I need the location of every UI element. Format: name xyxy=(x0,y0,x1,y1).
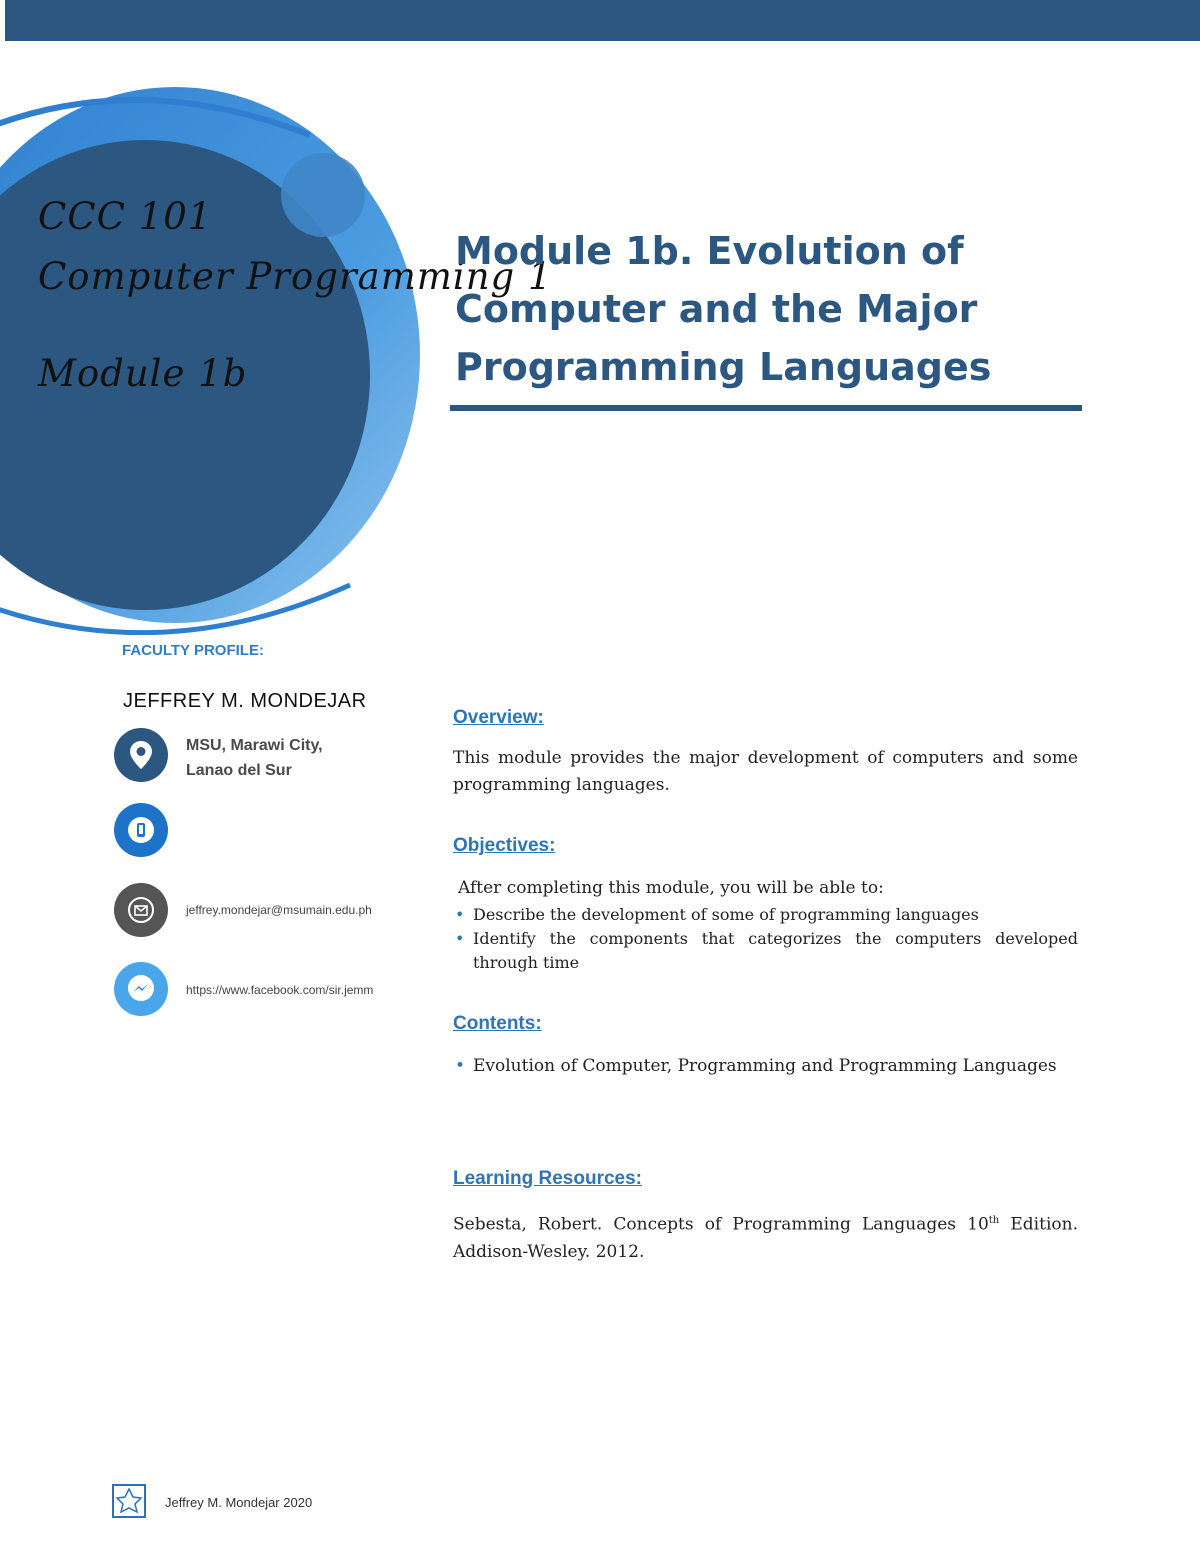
cover-module: Module 1b xyxy=(38,351,248,395)
faculty-email[interactable]: jeffrey.mondejar@msumain.edu.ph xyxy=(186,903,372,917)
address-line-2: Lanao del Sur xyxy=(186,762,292,779)
faculty-profile-label: FACULTY PROFILE: xyxy=(122,642,264,659)
phone-icon xyxy=(114,803,168,857)
course-code: CCC 101 xyxy=(38,195,213,238)
email-icon xyxy=(114,883,168,937)
objective-item: • Identify the components that categorizes the computers developed through time xyxy=(453,927,1078,975)
objective-item: • Describe the development of some of programming languages xyxy=(453,903,1078,927)
title-divider xyxy=(450,405,1082,411)
overview-text: This module provides the major development of computers and some programming languages. xyxy=(453,748,1078,795)
course-name: Computer Programming 1 xyxy=(38,255,553,299)
learning-resources-text xyxy=(453,1207,1078,1266)
objectives-heading: Objectives: xyxy=(453,835,556,856)
resource-citation: Sebesta, Robert. Concepts of Programming Languages 10 xyxy=(453,1214,989,1235)
footer-credit: Jeffrey M. Mondejar 2020 xyxy=(165,1495,313,1510)
faculty-name: JEFFREY M. MONDEJAR xyxy=(123,690,367,712)
objectives-list xyxy=(453,903,1078,975)
faculty-address xyxy=(186,733,323,783)
module-title: Module 1b. Evolution of Computer and the Major Programming Languages xyxy=(455,229,992,389)
messenger-icon xyxy=(114,962,168,1016)
university-seal-logo xyxy=(112,1484,146,1518)
address-line-1: MSU, Marawi City, xyxy=(186,737,323,754)
location-pin-icon xyxy=(114,728,168,782)
top-banner-bar xyxy=(5,0,1200,41)
contents-item: • Evolution of Computer, Programming and Programming Languages xyxy=(453,1053,1078,1080)
resource-sup: th xyxy=(988,1215,1000,1226)
faculty-facebook-link[interactable]: https://www.facebook.com/sir.jemm xyxy=(186,983,374,997)
resource-citation-end: Edition. Addison-Wesley. 2012. xyxy=(453,1214,1078,1262)
contents-heading: Contents: xyxy=(453,1013,542,1034)
learning-resources-heading: Learning Resources: xyxy=(453,1168,642,1189)
objectives-intro: After completing this module, you will be able to: xyxy=(458,878,884,898)
contents-list xyxy=(453,1053,1078,1080)
overview-heading: Overview: xyxy=(453,707,544,728)
